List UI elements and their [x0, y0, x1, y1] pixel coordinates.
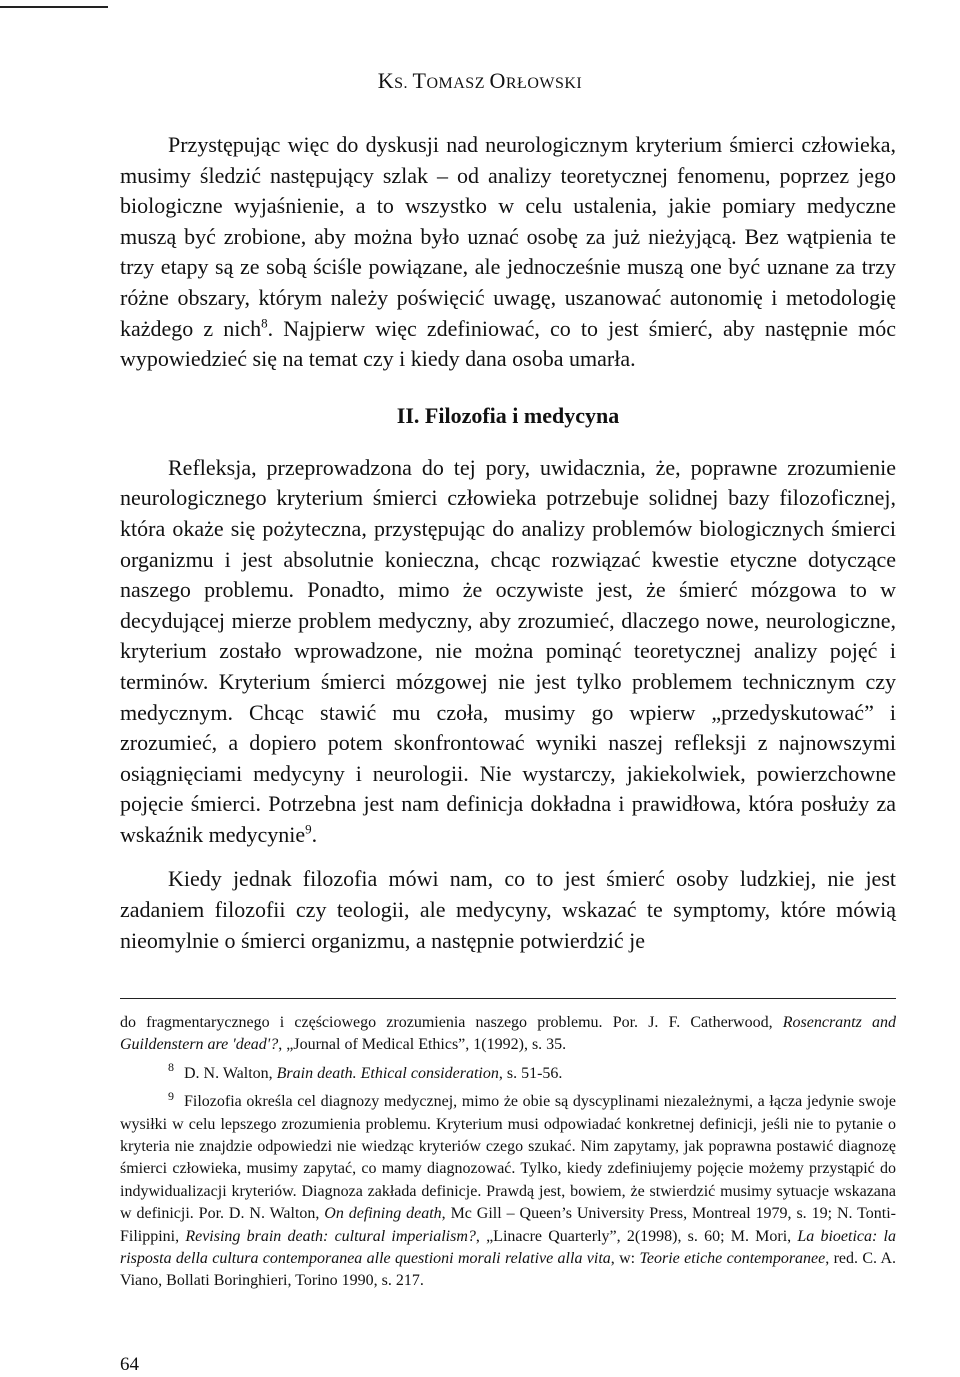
footnote-ref-8[interactable]: 8	[261, 315, 268, 331]
paragraph-text: Refleksja, przeprowadzona do tej pory, uwidacznia, że, poprawne zrozumienie neurologicznego kryterium śmierci człowieka potrzebuje solidnej bazy filozoficznej, która okaże się pożyteczna, przystępując do analizy problemów biologicznych śmierci organizmu i jest absolutnie konieczna, chcąc rozwiązać kwestie etyczne dotyczące naszego problemu. Ponadto, mimo że oczywiste jest, że śmierć mózgowa to w decydującej mierze problem medyczny, aby zrozumieć, dlaczego nowe, neurologiczne, kryterium zostało wprowadzone, nie można pominąć teoretycznej analizy pojęć i terminów. Kryterium śmierci mózgowej nie jest tylko problemem technicznym czy medycznym. Chcąc stawić mu czoła, musimy go wpierw „przedyskutować” i zrozumieć, a dopiero potem skonfrontować wyniki naszej refleksji z najnowszymi osiągnięciami medycyny i neurologii. Nie wystarczy, jakiekolwiek, powierzchowne pojęcie śmierci. Potrzebna jest nam definicja dokładna i prawidłowa, która posłuży za wskaźnik medycynie	[120, 454, 896, 847]
page-number: 64	[120, 1354, 139, 1375]
paragraph-3: Kiedy jednak filozofia mówi nam, co to jest śmierć osoby ludzkiej, nie jest zadaniem filozofii czy teologii, ale medycyny, wskazać te symptomy, które mówią nieomylnie o śmierci organizmu, a następnie potwierdzić je	[120, 866, 896, 953]
footnote-text: , red. C. A. Viano, Bollati Boringhieri, Torino 1990, s. 217.	[120, 1250, 897, 1290]
footnote-text: Filozofia określa cel diagnozy medycznej, mimo że obie są dyscyplinami niezależnymi, a łącza jedynie swoje wysiłki w celu lepszego zrozumienia problemu. Kryterium musi odpowiadać konkretnej definicji, jeśli nie to pytanie o kryteria nie znajdzie odpowiedzi nie wiedząc kryteriów czego szukać. Nim zapytamy, jak poprawna postawić diagnozę śmierci człowieka, musimy zapytać, co mamy diagnozować. Tylko, kiedy zdefiniujemy pojęcie możemy przystąpić do indywidualizacji kryteriów. Diagnoza zakłada definicje. Prawdą jest, bowiem, że stwierdzić musimy sytuacje wskazana w definicji. Por. D. N. Walton,	[120, 1093, 896, 1223]
footnote-ref-9[interactable]: 9	[305, 821, 312, 837]
paragraph-text: Przystępując więc do dyskusji nad neurologicznym kryterium śmierci człowieka, musimy śledzić następujący szlak – od analizy teoretycznej fenomenu, poprzez jego biologiczne wyjaśnienie, a to wszystko w celu ustalenia, jakie pomiary medyczne muszą być zrobione, aby można było uznać osobę za już nieżyjącą. Bez wątpienia te trzy etapy są ze sobą ściśle powiązane, ale jednocześnie muszą one być uznane za trzy różne obszary, którym należy poświęcić uwagę, uszanować autonomię i metodologię każdego z nich	[120, 132, 896, 341]
footnote-text: , s. 51-56.	[498, 1064, 563, 1082]
footnote-text: , „Linacre Quarterly”, 2(1998), s. 60; M. Mori,	[475, 1227, 798, 1245]
paragraph-text: .	[311, 821, 318, 847]
footnote-8	[120, 1060, 896, 1085]
paragraph-text: . Najpierw więc zdefiniować, co to jest śmierć, aby następnie móc wypowiedzieć się na temat czy i kiedy dana osoba umarła.	[120, 315, 896, 372]
running-head	[0, 68, 960, 94]
running-head-part: OMASZ	[426, 75, 490, 92]
running-head-initial: O	[489, 68, 506, 93]
main-text	[120, 130, 896, 956]
footnote-8-mark: 8	[168, 1060, 174, 1075]
footnote-title: Teorie etiche contemporanee	[639, 1250, 826, 1268]
running-head-initial: K	[377, 68, 395, 93]
footnote-title: La bioetica: la risposta della cultura contemporanea alle questioni morali relative alla vita	[120, 1227, 896, 1268]
footnote-title: On defining death	[324, 1205, 442, 1223]
footnotes	[120, 1012, 896, 1293]
footnote-title: Rosencrantz and Guildenstern are 'dead'?	[120, 1014, 896, 1054]
footnote-text: , „Journal of Medical Ethics”, 1(1992), s. 35.	[278, 1036, 567, 1054]
section-heading: II. Filozofia i medycyna	[396, 402, 620, 428]
running-head-part: RŁOWSKI	[505, 75, 583, 92]
footnote-text: do fragmentarycznego i częściowego zrozumienia naszego problemu. Por. J. F. Catherwood,	[120, 1014, 783, 1031]
footnote-9-mark: 9	[168, 1088, 174, 1103]
top-rule	[0, 6, 108, 8]
footnote-text: , Mc Gill – Queen’s University Press, Montreal 1979, s. 19; N. Tonti-Filippini,	[120, 1205, 896, 1245]
footnote-text: , w:	[610, 1250, 640, 1268]
footnote-7-continued	[120, 1012, 896, 1057]
footnote-separator	[120, 998, 896, 999]
footnote-9	[120, 1088, 897, 1293]
paragraph-2	[120, 453, 896, 851]
footnote-title: Revising brain death: cultural imperialism?	[185, 1227, 476, 1245]
running-head-initial: T	[412, 68, 427, 93]
running-head-part: S.	[394, 75, 413, 92]
paragraph-1	[120, 130, 896, 375]
footnote-text: D. N. Walton,	[184, 1064, 277, 1082]
footnote-title: Brain death. Ethical consideration	[276, 1064, 499, 1082]
